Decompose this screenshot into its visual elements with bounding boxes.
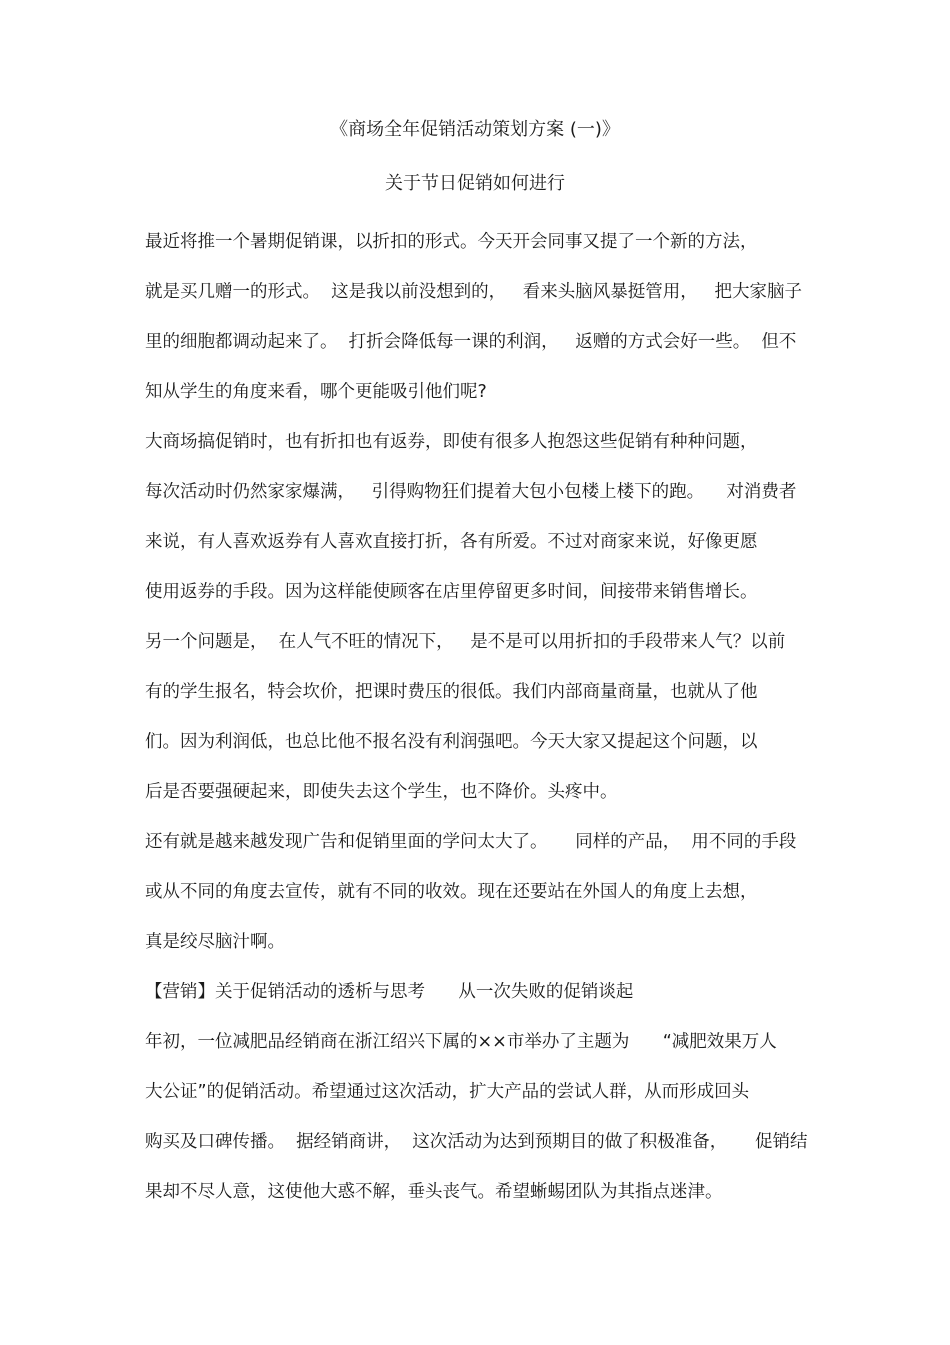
- text-line: 就是买几赠一的形式。 这是我以前没想到的， 看来头脑风暴挺管用， 把大家脑子: [145, 282, 802, 302]
- text-line: 年初，一位减肥品经销商在浙江绍兴下属的××市举办了主题为 “减肥效果万人: [145, 1032, 777, 1052]
- text-line: 每次活动时仍然家家爆满， 引得购物狂们提着大包小包楼上楼下的跑。 对消费者: [145, 482, 797, 502]
- text-line: 有的学生报名，特会坎价，把课时费压的很低。我们内部商量商量，也就从了他: [145, 682, 758, 702]
- text-line: 另一个问题是， 在人气不旺的情况下， 是不是可以用折扣的手段带来人气？以前: [145, 632, 786, 652]
- text-line: 还有就是越来越发现广告和促销里面的学问太大了。 同样的产品， 用不同的手段: [145, 832, 797, 852]
- text-line: 里的细胞都调动起来了。 打折会降低每一课的利润， 返赠的方式会好一些。 但不: [145, 332, 797, 352]
- text-line: 大商场搞促销时，也有折扣也有返券，即使有很多人抱怨这些促销有种种问题，: [145, 432, 758, 452]
- text-line: 购买及口碑传播。 据经销商讲， 这次活动为达到预期目的做了积极准备， 促销结: [145, 1132, 808, 1152]
- document-subtitle: 关于节日促销如何进行: [385, 173, 565, 194]
- section-heading: 【营销】关于促销活动的透析与思考 从一次失败的促销谈起: [145, 982, 634, 1002]
- text-line: 们。因为利润低，也总比他不报名没有利润强吧。今天大家又提起这个问题，以: [145, 732, 758, 752]
- text-line: 真是绞尽脑汁啊。: [145, 932, 285, 952]
- text-line: 后是否要强硬起来，即使失去这个学生，也不降价。头疼中。: [145, 782, 618, 802]
- text-line: 或从不同的角度去宣传，就有不同的收效。现在还要站在外国人的角度上去想，: [145, 882, 758, 902]
- document-title: 《商场全年促销活动策划方案 (一)》: [330, 119, 620, 140]
- text-line: 使用返券的手段。因为这样能使顾客在店里停留更多时间，间接带来销售增长。: [145, 582, 758, 602]
- text-line: 最近将推一个暑期促销课，以折扣的形式。今天开会同事又提了一个新的方法，: [145, 232, 758, 252]
- document-body: [145, 225, 810, 1225]
- text-line: 大公证”的促销活动。希望通过这次活动，扩大产品的尝试人群，从而形成回头: [145, 1082, 750, 1102]
- text-line: 知从学生的角度来看，哪个更能吸引他们呢?: [145, 382, 487, 402]
- text-line: 来说，有人喜欢返券有人喜欢直接打折，各有所爱。不过对商家来说，好像更愿: [145, 532, 758, 552]
- text-line: 果却不尽人意，这使他大惑不解，垂头丧气。希望蜥蜴团队为其指点迷津。: [145, 1182, 723, 1202]
